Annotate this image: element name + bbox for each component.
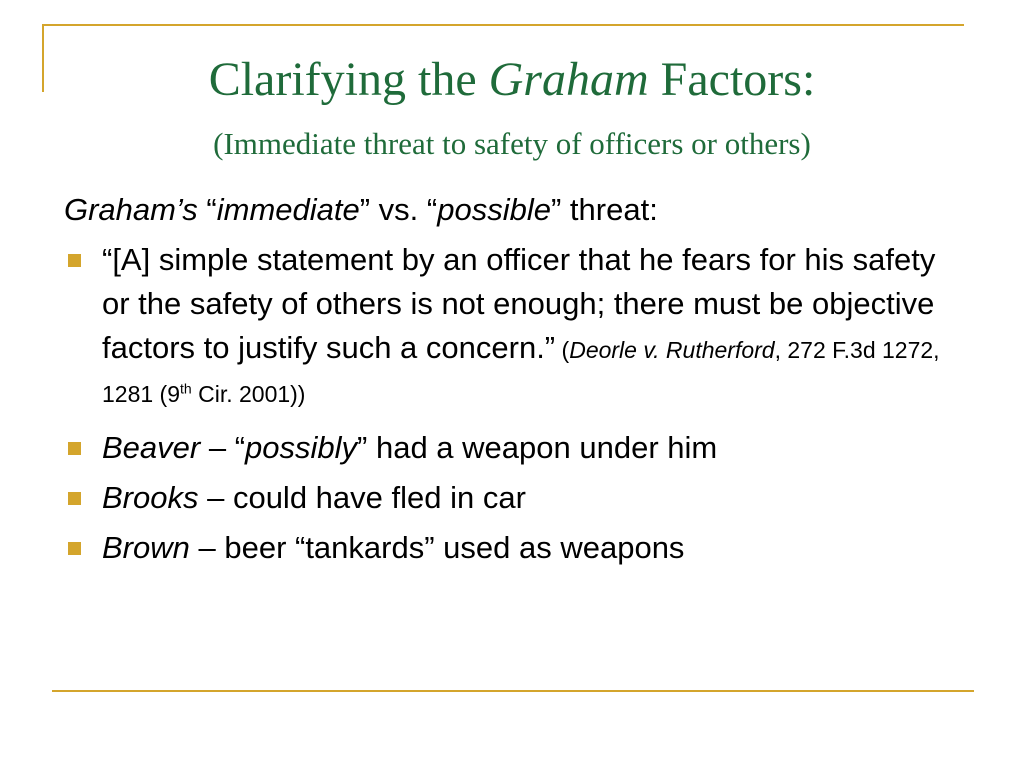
beaver-case: Beaver (102, 430, 201, 465)
square-bullet-icon (68, 542, 81, 555)
title-italic: Graham (488, 53, 649, 106)
slide-body (64, 190, 964, 576)
bullet-item-brown (64, 526, 964, 570)
cite-sup: th (180, 380, 192, 397)
cite-rest-2: Cir. 2001)) (191, 381, 306, 407)
frame-bottom-line (52, 690, 974, 692)
bullet-item-brooks (64, 476, 964, 520)
square-bullet-icon (68, 492, 81, 505)
title-suffix: Factors: (648, 53, 816, 106)
lead-word-immediate: immediate (216, 192, 360, 227)
frame-top-line (42, 24, 964, 26)
square-bullet-icon (68, 254, 81, 267)
beaver-italic: possibly (245, 430, 358, 465)
lead-line (64, 190, 964, 230)
lead-case: Graham’s (64, 192, 198, 227)
beaver-dash: – “ (200, 430, 246, 465)
cite-open: ( (555, 337, 570, 363)
beaver-rest: ” had a weapon under him (357, 430, 718, 465)
lead-open: “ (197, 192, 217, 227)
slide-subtitle: (Immediate threat to safety of officers or others) (213, 126, 811, 161)
brooks-rest: – could have fled in car (198, 480, 526, 515)
cite-case: Deorle v. Rutherford (569, 337, 775, 363)
square-bullet-icon (68, 442, 81, 455)
lead-word-possible: possible (437, 192, 551, 227)
bullet-quote: “[A] simple statement by an officer that he fears for his safety or the safety of others is not enough; there must be objective factors to justify such a concern.” (102, 242, 936, 365)
brooks-case: Brooks (102, 480, 199, 515)
lead-end: ” threat: (551, 192, 658, 227)
bullet-item-beaver (64, 426, 964, 470)
title-prefix: Clarifying the (208, 53, 489, 106)
bullet-list (64, 238, 964, 570)
frame-left-line (42, 24, 44, 92)
lead-mid: ” vs. “ (359, 192, 438, 227)
brown-rest: – beer “tankards” used as weapons (189, 530, 685, 565)
slide-title (60, 52, 964, 108)
bullet-item-deorle (64, 238, 964, 414)
cite-rest-1: , 272 F.3d 1272, 1281 (9 (102, 337, 940, 407)
brown-case: Brown (102, 530, 190, 565)
